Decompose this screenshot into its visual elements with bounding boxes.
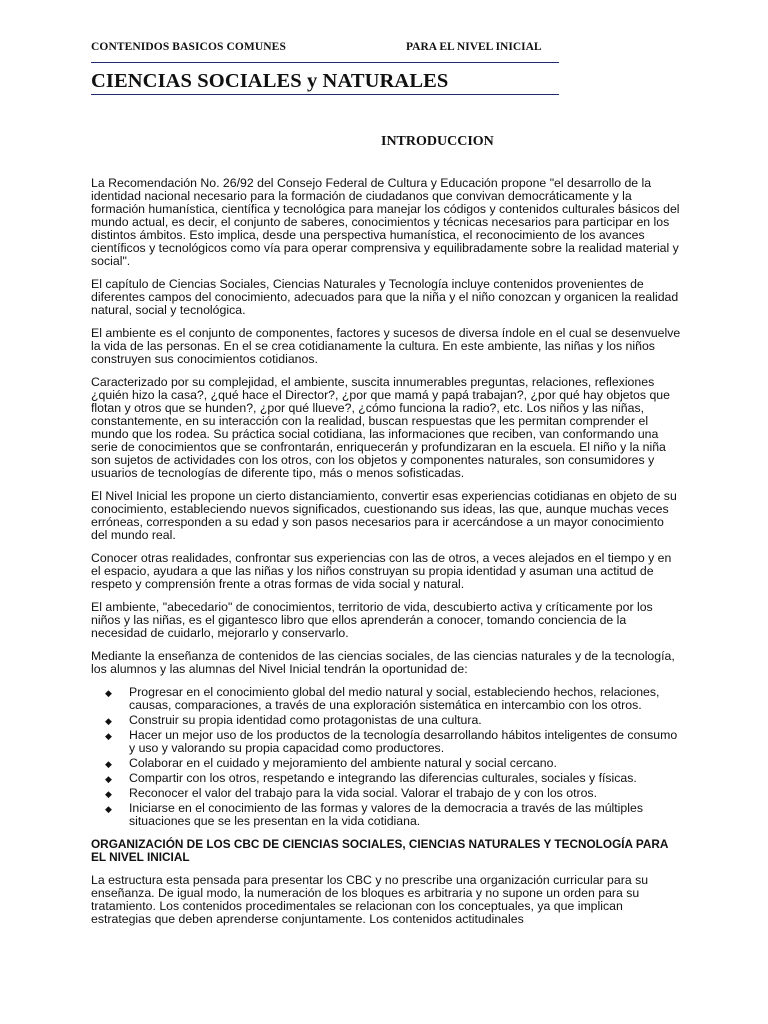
document-body (91, 177, 681, 936)
diamond-bullet-icon: ◆ (105, 731, 112, 741)
diamond-bullet-icon: ◆ (105, 688, 112, 698)
section-heading-organizacion: ORGANIZACIÓN DE LOS CBC DE CIENCIAS SOCIALES, CIENCIAS NATURALES Y TECNOLOGÍA PARA EL NIVEL INICIAL (91, 837, 668, 864)
paragraph: El ambiente, "abecedario" de conocimientos, territorio de vida, descubierto activa y críticamente por los niños y las niñas, es el gigantesco libro que ellos aprenderán a conocer, tomando conciencia de la necesidad de cuidarlo, mejorarlo y conservarlo. (91, 600, 653, 640)
paragraph: Caracterizado por su complejidad, el ambiente, suscita innumerables preguntas, relaciones, reflexiones ¿quién hizo la casa?, ¿qué hace el Director?, ¿por que mamá y papá trabajan?, ¿por qué hay objetos que flotan y otros que se hunden?, ¿por qué llueve?, ¿cómo funciona la radio?, etc. Los niños y las niñas, constantemente, en su interacción con la realidad, buscan respuestas que les permitan comprender el mundo que los rodea. Su práctica social cotidiana, las informaciones que reciben, van conformando una serie de conocimientos que se confrontarán, enriquecerán y profundizaran en la escuela. El niño y la niña son sujetos de actividades con los otros, con los objetos y componentes naturales, son consumidores y usuarios de tecnologías de diferente tipo, más o menos sofisticadas. (91, 375, 670, 480)
paragraph: La Recomendación No. 26/92 del Consejo Federal de Cultura y Educación propone "el desarrollo de la identidad nacional necesario para la formación de ciudadanos que convivan democráticamente y la formación humanística, científica y tecnológica para manejar los códigos y contenidos culturales básicos del mundo actual, es decir, el conjunto de saberes, conocimientos y técnicas necesarios para participar en los distintos ámbitos. Esto implica, desde una perspectiva humanística, el reconocimiento de los avances científicos y tecnológicos como vía para operar comprensiva y equilibradamente sobre la realidad material y social". (91, 176, 680, 268)
title-rule-top (91, 62, 559, 63)
list-item (105, 771, 681, 785)
diamond-bullet-icon: ◆ (105, 804, 112, 814)
paragraph: El capítulo de Ciencias Sociales, Ciencias Naturales y Tecnología incluye contenidos provenientes de diferentes campos del conocimiento, adecuados para que la niña y el niño conozcan y organicen la realidad natural, social y tecnológica. (91, 277, 679, 317)
paragraph: Conocer otras realidades, confrontar sus experiencias con las de otros, a veces alejados en el tiempo y en el espacio, ayudara a que las niñas y los niños construyan su propia identidad y asuman una actitud de respeto y comprensión frente a otras formas de vida social y natural. (91, 551, 672, 591)
paragraph: El Nivel Inicial les propone un cierto distanciamiento, convertir esas experiencias cotidianas en objeto de su conocimiento, estableciendo nuevos significados, cuestionando sus ideas, las que, aunque muchas veces erróneas, corresponden a su edad y son pasos necesarios para ir acercándose a un mayor conocimiento del mundo real. (91, 489, 677, 542)
title-rule-bottom (91, 94, 559, 95)
diamond-bullet-icon: ◆ (105, 759, 112, 769)
paragraph: La estructura esta pensada para presentar los CBC y no prescribe una organización curricular para su enseñanza. De igual modo, la numeración de los bloques es arbitraria y no supone un orden para su tratamiento. Los contenidos procedimentales se relacionan con los conceptuales, ya que implican estrategias que deben aprenderse conjuntamente. Los contenidos actitudinales (91, 873, 649, 926)
list-item (105, 685, 681, 712)
diamond-bullet-icon: ◆ (105, 774, 112, 784)
running-header-right: PARA EL NIVEL INICIAL (406, 41, 542, 53)
list-item-text: Colaborar en el cuidado y mejoramiento del ambiente natural y social cercano. (129, 756, 557, 770)
section-title-introduccion: INTRODUCCION (381, 134, 494, 149)
list-item (105, 728, 681, 755)
list-item-text: Reconocer el valor del trabajo para la vida social. Valorar el trabajo de y con los otros. (129, 786, 597, 800)
list-item-text: Progresar en el conocimiento global del medio natural y social, estableciendo hechos, relaciones, causas, comparaciones, a través de una exploración sistemática en intercambio con los otros. (129, 685, 660, 712)
list-item-text: Hacer un mejor uso de los productos de la tecnología desarrollando hábitos inteligentes de consumo y uso y valorando su propia capacidad como productores. (129, 728, 678, 755)
list-item-text: Iniciarse en el conocimiento de las formas y valores de la democracia a través de las múltiples situaciones que se les presentan en la vida cotidiana. (129, 801, 643, 828)
paragraph: El ambiente es el conjunto de componentes, factores y sucesos de diversa índole en el cual se desenvuelve la vida de las personas. En el se crea cotidianamente la cultura. En este ambiente, las niñas y los niños construyen sus conocimientos cotidianos. (91, 326, 681, 366)
list-item (105, 801, 681, 828)
document-title: CIENCIAS SOCIALES y NATURALES (91, 70, 449, 92)
list-item-text: Compartir con los otros, respetando e integrando las diferencias culturales, sociales y físicas. (129, 771, 637, 785)
list-item-text: Construir su propia identidad como protagonistas de una cultura. (129, 713, 482, 727)
list-item (105, 786, 681, 800)
diamond-bullet-icon: ◆ (105, 789, 112, 799)
objectives-list (91, 686, 681, 828)
diamond-bullet-icon: ◆ (105, 716, 112, 726)
list-item (105, 713, 681, 727)
paragraph: Mediante la enseñanza de contenidos de las ciencias sociales, de las ciencias naturales y de la tecnología, los alumnos y las alumnas del Nivel Inicial tendrán la oportunidad de: (91, 649, 675, 676)
running-header-left: CONTENIDOS BASICOS COMUNES (91, 41, 286, 53)
list-item (105, 756, 681, 770)
